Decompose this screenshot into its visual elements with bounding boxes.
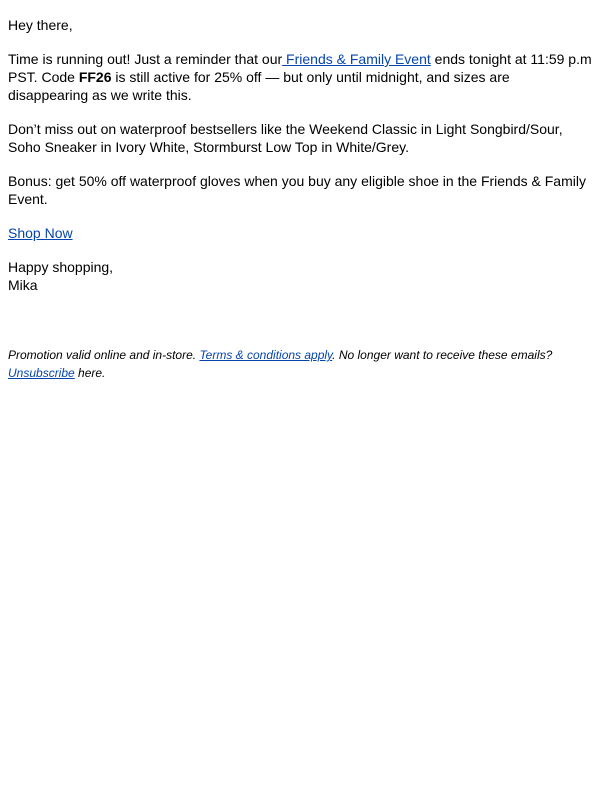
cta-paragraph [8, 224, 592, 242]
bestsellers-text: Don’t miss out on waterproof bestsellers like the Weekend Classic in Light Songbird/Sour, Soho Sneaker in Ivory White, Stormburst Low Top in White/Grey. [8, 121, 563, 155]
paragraph-bestsellers [8, 120, 592, 156]
bonus-text: Bonus: get 50% off waterproof gloves when you buy any eligible shoe in the Friends & Family Event. [8, 173, 586, 207]
paragraph-bonus [8, 172, 592, 208]
footer-text-end: here. [74, 366, 106, 380]
friends-family-event-link[interactable]: Friends & Family Event [282, 51, 431, 67]
footer-text-start: Promotion valid online and in-store. [8, 348, 200, 362]
signoff-block [8, 258, 592, 294]
reminder-text-end: is still active for 25% off — but only until midnight, and sizes are disappearing as we write this. [8, 69, 510, 103]
greeting-text: Hey there, [8, 17, 73, 33]
greeting [8, 16, 592, 34]
reminder-text-mid: ends tonight at 11:59 p.m PST. Code [8, 51, 592, 85]
email-body [0, 0, 600, 382]
unsubscribe-link[interactable]: Unsubscribe [8, 366, 75, 380]
promo-code: FF26 [78, 69, 112, 85]
signature-name: Mika [8, 277, 38, 293]
footer-text-mid: . No longer want to receive these emails? [332, 348, 553, 362]
reminder-text-start: Time is running out! Just a reminder that our [8, 51, 283, 67]
shop-now-link[interactable]: Shop Now [8, 225, 73, 241]
signoff-text: Happy shopping, [8, 259, 114, 275]
footer-fine-print [8, 346, 592, 382]
terms-conditions-link[interactable]: Terms & conditions apply [199, 348, 333, 362]
paragraph-event-reminder [8, 50, 592, 104]
